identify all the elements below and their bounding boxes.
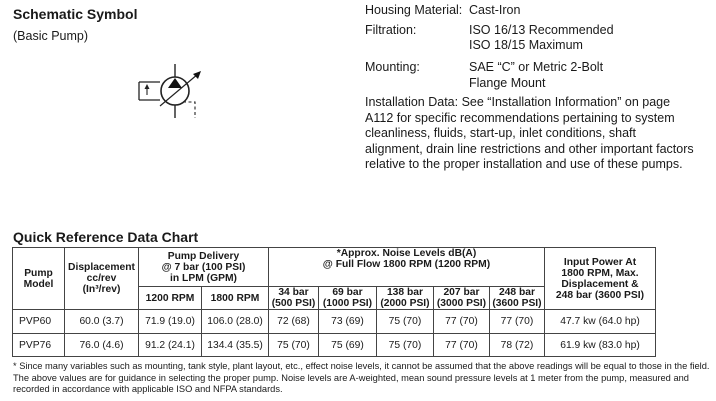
mounting-value-2: Flange Mount xyxy=(469,76,546,90)
cell-noise-248: 77 (70) xyxy=(490,310,545,334)
header-138bar: 138 bar (2000 PSI) xyxy=(377,287,434,310)
filtration-value-1: ISO 16/13 Recommended xyxy=(469,23,614,37)
cell-displacement: 76.0 (4.6) xyxy=(65,334,139,357)
filtration-label: Filtration: xyxy=(365,23,417,37)
header-207bar: 207 bar (3000 PSI) xyxy=(434,287,490,310)
cell-noise-138: 75 (70) xyxy=(377,334,434,357)
cell-delivery-1800: 134.4 (35.5) xyxy=(202,334,269,357)
header-pump-delivery: Pump Delivery @ 7 bar (100 PSI) in LPM (GPM) xyxy=(139,248,269,287)
cell-noise-69: 75 (69) xyxy=(319,334,377,357)
quick-reference-table xyxy=(12,247,656,357)
header-pump-model: Pump Model xyxy=(13,248,65,310)
installation-text: See “Installation Information” on page A112 for specific recommendations pertaining to system cleanliness, fluids, start-up, inlet conditions, shaft alignment, drain line restrictions and other important factors relative to the proper installation and use of these pumps. xyxy=(365,95,694,172)
cell-noise-207: 77 (70) xyxy=(434,310,490,334)
filtration-value-2: ISO 18/15 Maximum xyxy=(469,38,583,52)
cell-delivery-1200: 71.9 (19.0) xyxy=(139,310,202,334)
cell-power: 61.9 kw (83.0 hp) xyxy=(545,334,656,357)
mounting-label: Mounting: xyxy=(365,60,420,74)
schematic-symbol-subtitle: (Basic Pump) xyxy=(13,29,89,43)
cell-noise-138: 75 (70) xyxy=(377,310,434,334)
cell-noise-34: 72 (68) xyxy=(269,310,319,334)
mounting-value-1: SAE “C” or Metric 2-Bolt xyxy=(469,60,604,74)
header-rpm-1200: 1200 RPM xyxy=(139,287,202,310)
footnote: * Since many variables such as mounting, tank style, plant layout, etc., effect noise levels, it cannot be assumed that the above readings will be equal to those in the field. The above values are for guidance in selecting the proper pump. Noise levels are A-weighted, mean sound pressure levels at 1 meter from the pump, measured and recorded in accordance with applicable ISO and NFPA standards. xyxy=(13,361,710,395)
schematic-symbol-title: Schematic Symbol xyxy=(13,6,138,22)
installation-label: Installation Data: xyxy=(365,95,459,109)
header-input-power: Input Power At 1800 RPM, Max. Displacement & 248 bar (3600 PSI) xyxy=(545,248,656,310)
cell-delivery-1200: 91.2 (24.1) xyxy=(139,334,202,357)
table-row xyxy=(13,334,656,357)
installation-data xyxy=(365,95,695,173)
header-displacement: Displacement cc/rev (In³/rev) xyxy=(65,248,139,310)
housing-material-label: Housing Material: xyxy=(365,3,463,17)
header-69bar: 69 bar (1000 PSI) xyxy=(319,287,377,310)
header-noise-levels: *Approx. Noise Levels dB(A) @ Full Flow 1800 RPM (1200 RPM) xyxy=(269,248,545,287)
cell-delivery-1800: 106.0 (28.0) xyxy=(202,310,269,334)
table-row xyxy=(13,310,656,334)
chart-title: Quick Reference Data Chart xyxy=(13,229,199,245)
cell-noise-207: 77 (70) xyxy=(434,334,490,357)
header-rpm-1800: 1800 RPM xyxy=(202,287,269,310)
cell-model: PVP76 xyxy=(13,334,65,357)
cell-displacement: 60.0 (3.7) xyxy=(65,310,139,334)
cell-model: PVP60 xyxy=(13,310,65,334)
header-34bar: 34 bar (500 PSI) xyxy=(269,287,319,310)
housing-material-value: Cast-Iron xyxy=(469,3,521,17)
cell-noise-248: 78 (72) xyxy=(490,334,545,357)
header-248bar: 248 bar (3600 PSI) xyxy=(490,287,545,310)
pump-schematic-symbol xyxy=(135,60,215,130)
cell-noise-34: 75 (70) xyxy=(269,334,319,357)
cell-power: 47.7 kw (64.0 hp) xyxy=(545,310,656,334)
cell-noise-69: 73 (69) xyxy=(319,310,377,334)
